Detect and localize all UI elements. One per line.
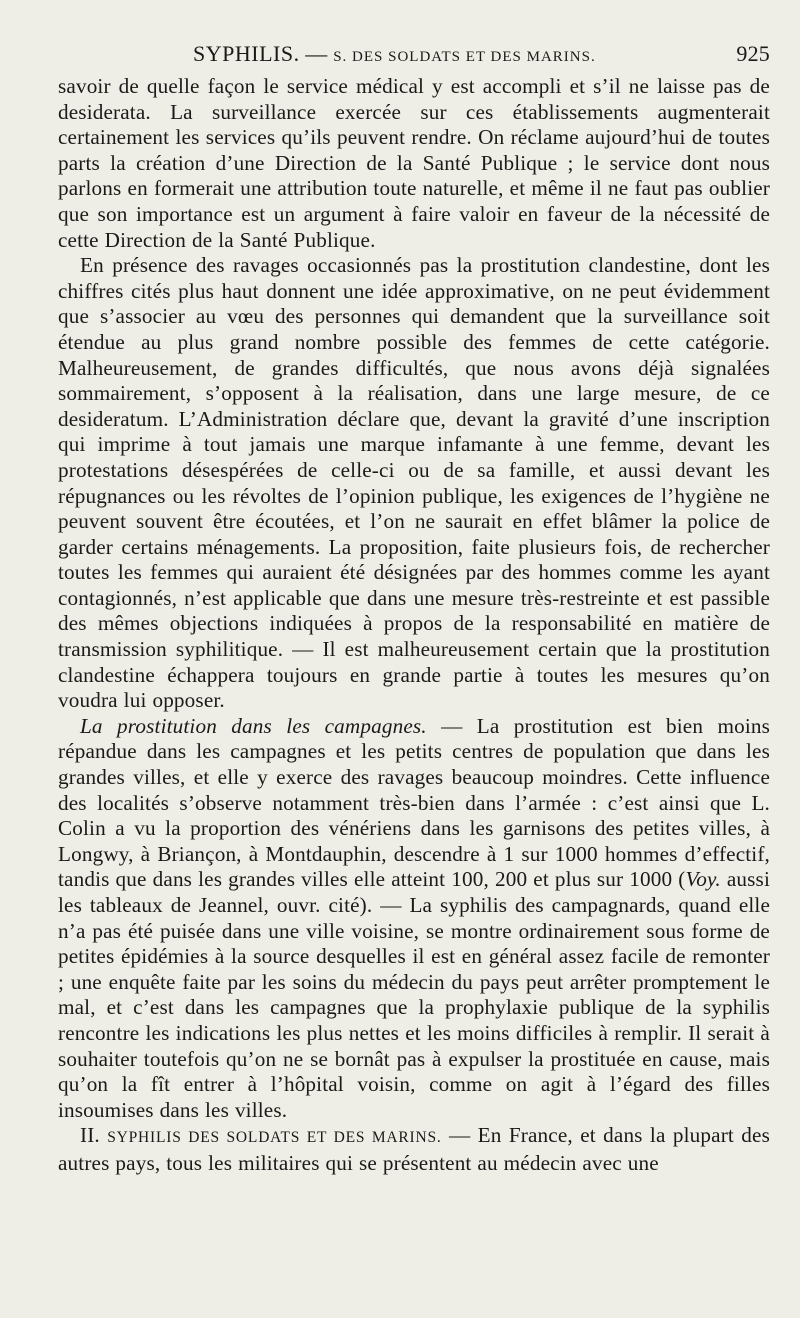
section-heading-campagnes: La prostitution dans les campagnes. bbox=[80, 713, 427, 738]
running-head bbox=[58, 34, 770, 74]
paragraph-3-text-b: aussi les tableaux de Jeannel, ouvr. cité). — La syphilis des campagnards, quand elle n’a pas été puisée dans une ville voisine, se montre ordinairement sous forme de petites épidémies à la source desquelles il est en général assez facile de remonter ; une enquête faite par les soins du médecin du pays peut arrêter promptement le mal, et c’est dans les campagnes que la prophylaxie publique de la syphilis rencontre les indications les plus nettes et les moins difficiles à remplir. Il serait à souhaiter toutefois qu’on ne se bornât pas à expulser la prostituée en cause, mais qu’on la fît entrer à l’hôpital voisin, comme on agit à l’égard des filles insoumises dans les villes. bbox=[58, 867, 770, 1122]
paragraph-3 bbox=[58, 714, 770, 1124]
voy-reference: Voy. bbox=[685, 867, 721, 892]
paragraph-3-text-a: — La prostitution est bien moins répandue dans les campagnes et les petits centres de population que dans les grandes villes, et elle y exerce des ravages beaucoup moindres. Cette influence des localités s’observe notamment très-bien dans l’armée : c’est ainsi que L. Colin a vu la proportion des vénériens dans les garnisons des petites villes, à Longwy, à Briançon, à Montdauphin, descendre à 1 sur 1000 hommes d’effectif, tandis que dans les grandes villes elle atteint 100, 200 et plus sur 1000 ( bbox=[58, 713, 770, 892]
body-text bbox=[58, 74, 770, 1177]
paragraph-1: savoir de quelle façon le service médical y est accompli et s’il ne laisse pas de desiderata. La surveillance exercée sur ces établissements augmenterait certainement les services qu’ils peuvent rendre. On réclame aujourd’hui de toutes parts la création d’une Direction de la Santé Publique ; le service dont nous parlons en formerait une attribution toute naturelle, et même il ne faut pas oublier que son importance est un argument à faire valoir en faveur de la nécessité de cette Direction de la Santé Publique. bbox=[58, 74, 770, 252]
paragraph-4 bbox=[58, 1123, 770, 1176]
header-section: S. DES SOLDATS ET DES MARINS. bbox=[333, 49, 596, 65]
section-number: II. bbox=[80, 1123, 108, 1148]
paragraph-4-text: — En France, et dans la plupart des autres pays, tous les militaires qui se présentent au médecin avec une bbox=[58, 1123, 770, 1175]
paragraph-2: En présence des ravages occasionnés pas la prostitution clandestine, dont les chiffres cités plus haut donnent une idée approximative, on ne peut évidemment que s’associer au vœu des personnes qui demandent que la surveillance soit étendue au plus grand nombre possible des femmes de cette catégorie. Malheureusement, de grandes difficultés, que nous avons déjà signalées sommairement, s’opposent à la réalisation, dans une large mesure, de ce desideratum. L’Administration déclare que, devant la gravité d’une inscription qui imprime à tout jamais une marque infamante à une femme, devant les protestations désespérées de celle-ci ou de sa famille, et aussi devant les répugnances ou les révoltes de l’opinion publique, les exigences de l’hygiène ne peuvent souvent être écoutées, et l’on ne saurait en effet blâmer la police de garder certains ménagements. La proposition, faite plusieurs fois, de rechercher toutes les femmes qui auraient été désignées par des hommes comme les ayant contagionnés, n’est applicable que dans une mesure très-restreinte et est passible des mêmes objections indiquées à propos de la responsabilité en matière de transmission syphilitique. — Il est malheureusement certain que la prostitution clandestine échappera toujours en grande partie à toutes les mesures qu’on voudra lui opposer. bbox=[58, 253, 770, 713]
section-heading-soldats-marins: SYPHILIS DES SOLDATS ET DES MARINS. bbox=[107, 1129, 442, 1147]
header-title: SYPHILIS. bbox=[193, 41, 300, 66]
page-number: 925 bbox=[736, 41, 770, 66]
running-head-title bbox=[193, 34, 596, 77]
header-dash: — bbox=[305, 41, 328, 66]
